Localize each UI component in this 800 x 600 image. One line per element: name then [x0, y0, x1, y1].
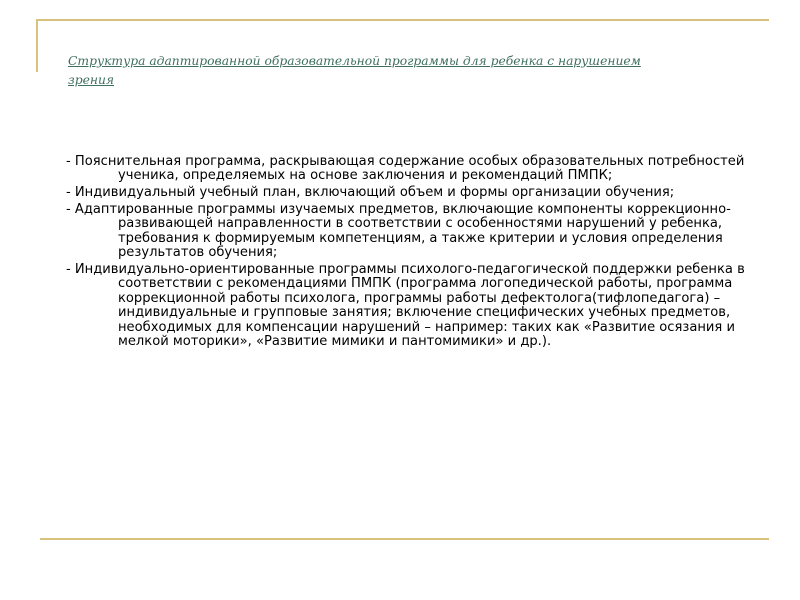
list-item: - Пояснительная программа, раскрывающая содержание особых образовательных потребностей ученика, определяемых на основе заключения и рекомендаций ПМПК; — [66, 154, 745, 184]
list-item: - Адаптированные программы изучаемых предметов, включающие компоненты коррекционно-развивающей направленности в соответствии с особенностями нарушений у ребенка, требования к формируемым компетенциям, а также критерии и условия определения результатов обучения; — [66, 202, 731, 261]
list-item: - Индивидуальный учебный план, включающий объем и формы организации обучения; — [66, 185, 675, 201]
content-list — [66, 155, 774, 352]
top-divider-line — [36, 19, 769, 21]
bottom-divider-line — [40, 538, 769, 540]
left-divider-line — [36, 19, 38, 72]
slide-title: Структура адаптированной образовательной программы для ребенка с нарушением зрения — [68, 54, 641, 87]
list-item: - Индивидуально-ориентированные программы психолого-педагогической поддержки ребенка в соответствии с рекомендациями ПМПК (программа логопедической работы, программа коррекционной работы психолога, программы работы дефектолога(тифлопедагога) – индивидуальные и групповые занятия; включение специфических учебных предметов, необходимых для компенсации нарушений – например: таких как «Развитие осязания и мелкой моторики», «Развитие мимики и пантомимики» и др.). — [66, 262, 745, 350]
